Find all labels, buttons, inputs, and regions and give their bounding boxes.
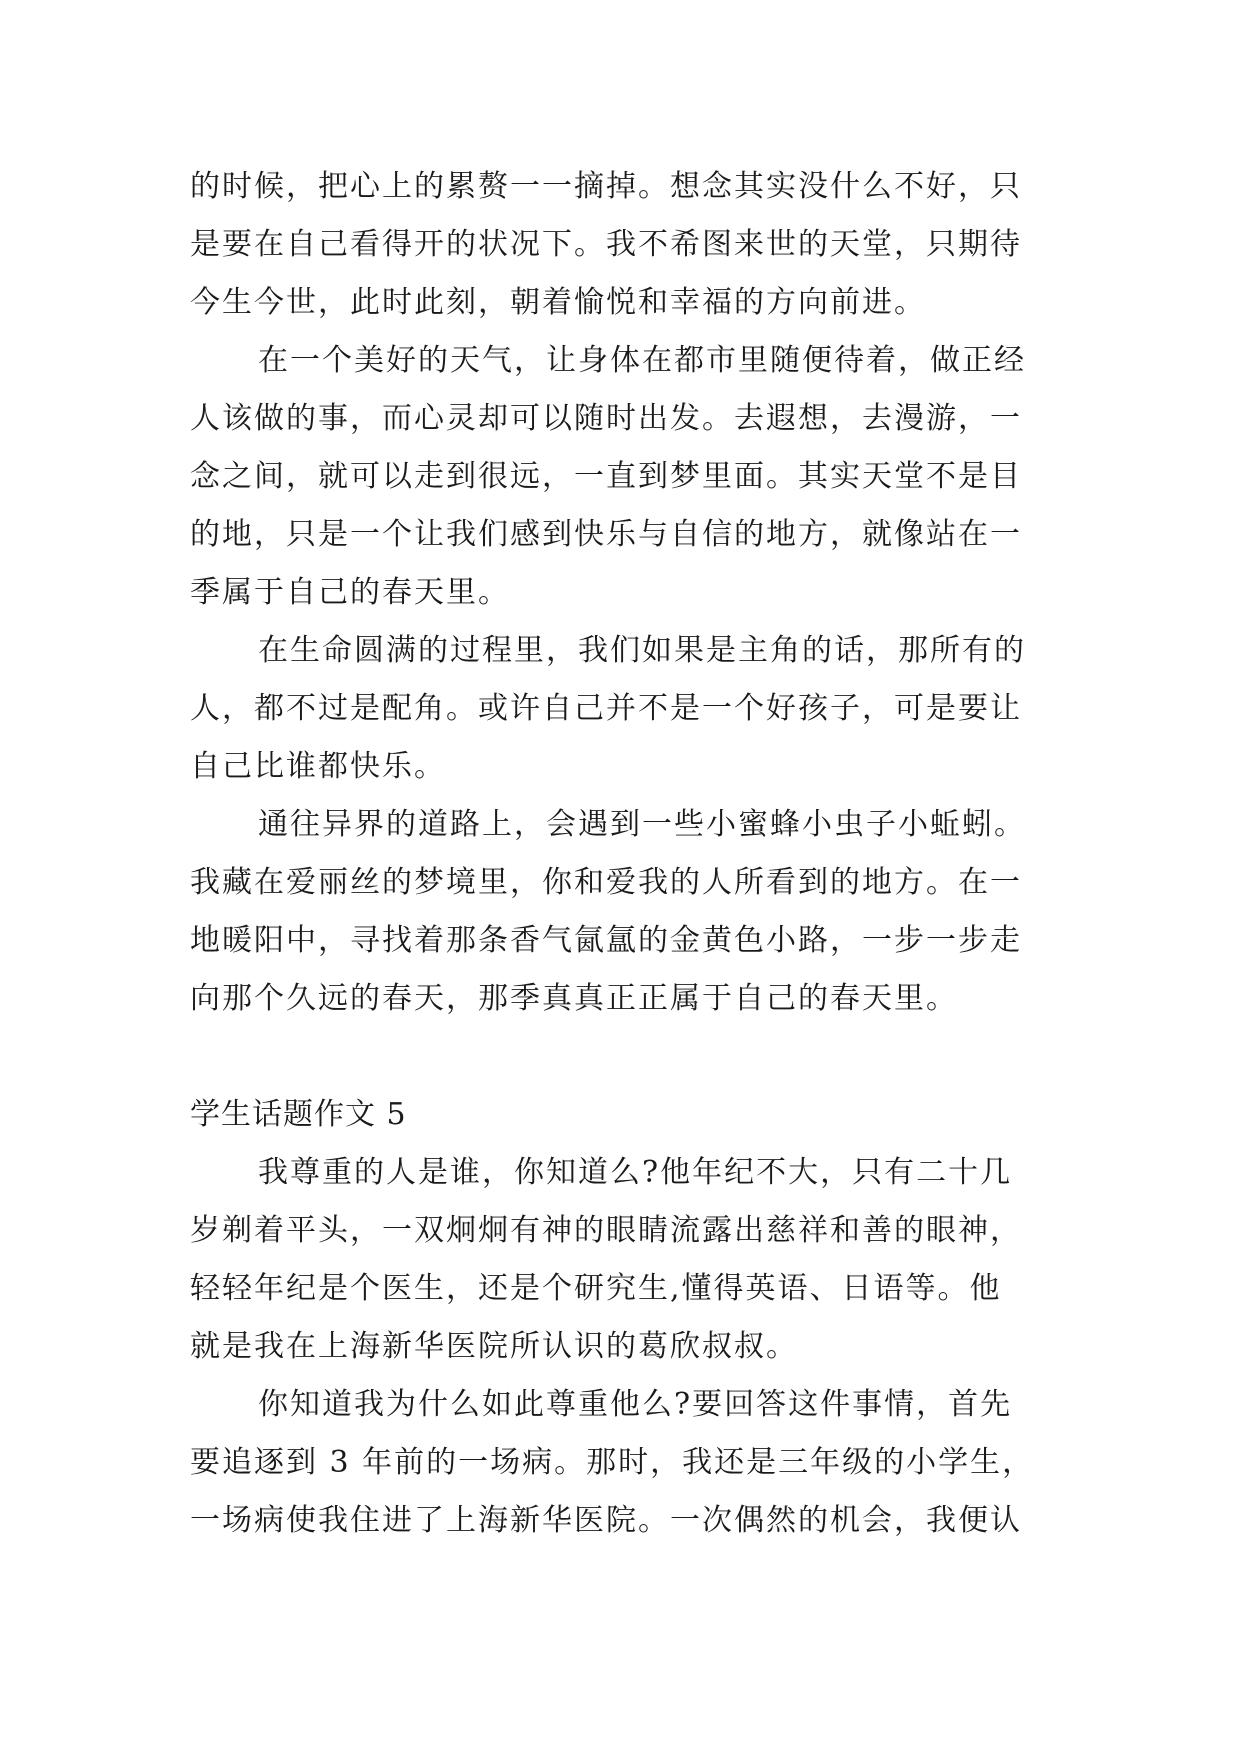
text-line: 在一个美好的天气，让身体在都市里随便待着，做正经 (258, 343, 1026, 378)
paragraph-6 (190, 1376, 1052, 1550)
paragraph-2 (190, 332, 1052, 622)
paragraph-4 (190, 796, 1052, 1028)
text-line: 季属于自己的春天里。 (190, 575, 510, 610)
text-line: 人该做的事，而心灵却可以随时出发。去遐想，去漫游，一 (190, 401, 1022, 436)
paragraph-1 (190, 158, 1052, 332)
paragraph-5 (190, 1144, 1052, 1376)
text-line: 一场病使我住进了上海新华医院。一次偶然的机会，我便认 (190, 1503, 1022, 1538)
text-line: 轻轻年纪是个医生，还是个研究生,懂得英语、日语等。他 (190, 1271, 1002, 1306)
paragraph-3 (190, 622, 1052, 796)
text-line: 我尊重的人是谁，你知道么?他年纪不大，只有二十几 (258, 1155, 1013, 1190)
text-line: 就是我在上海新华医院所认识的葛欣叔叔。 (190, 1329, 798, 1364)
text-line: 你知道我为什么如此尊重他么?要回答这件事情，首先 (258, 1387, 1013, 1422)
document-page (190, 158, 1052, 1550)
text-line: 自己比谁都快乐。 (190, 749, 446, 784)
text-line: 今生今世，此时此刻，朝着愉悦和幸福的方向前进。 (190, 285, 926, 320)
text-line: 通往异界的道路上，会遇到一些小蜜蜂小虫子小蚯蚓。 (258, 807, 1026, 842)
text-line: 岁剃着平头，一双炯炯有神的眼睛流露出慈祥和善的眼神， (190, 1213, 1022, 1248)
text-line: 地暖阳中，寻找着那条香气氤氲的金黄色小路，一步一步走 (190, 923, 1022, 958)
text-line: 的地，只是一个让我们感到快乐与自信的地方，就像站在一 (190, 517, 1022, 552)
text-line: 是要在自己看得开的状况下。我不希图来世的天堂，只期待 (190, 227, 1022, 262)
text-line: 要追逐到 3 年前的一场病。那时，我还是三年级的小学生， (190, 1445, 1035, 1480)
text-line: 的时候，把心上的累赘一一摘掉。想念其实没什么不好，只 (190, 169, 1022, 204)
text-line: 在生命圆满的过程里，我们如果是主角的话，那所有的 (258, 633, 1026, 668)
text-line: 向那个久远的春天，那季真真正正属于自己的春天里。 (190, 981, 958, 1016)
section-heading: 学生话题作文 5 (190, 1097, 407, 1132)
text-line: 念之间，就可以走到很远，一直到梦里面。其实天堂不是目 (190, 459, 1022, 494)
text-line: 我藏在爱丽丝的梦境里，你和爱我的人所看到的地方。在一 (190, 865, 1022, 900)
text-line: 人，都不过是配角。或许自己并不是一个好孩子，可是要让 (190, 691, 1022, 726)
